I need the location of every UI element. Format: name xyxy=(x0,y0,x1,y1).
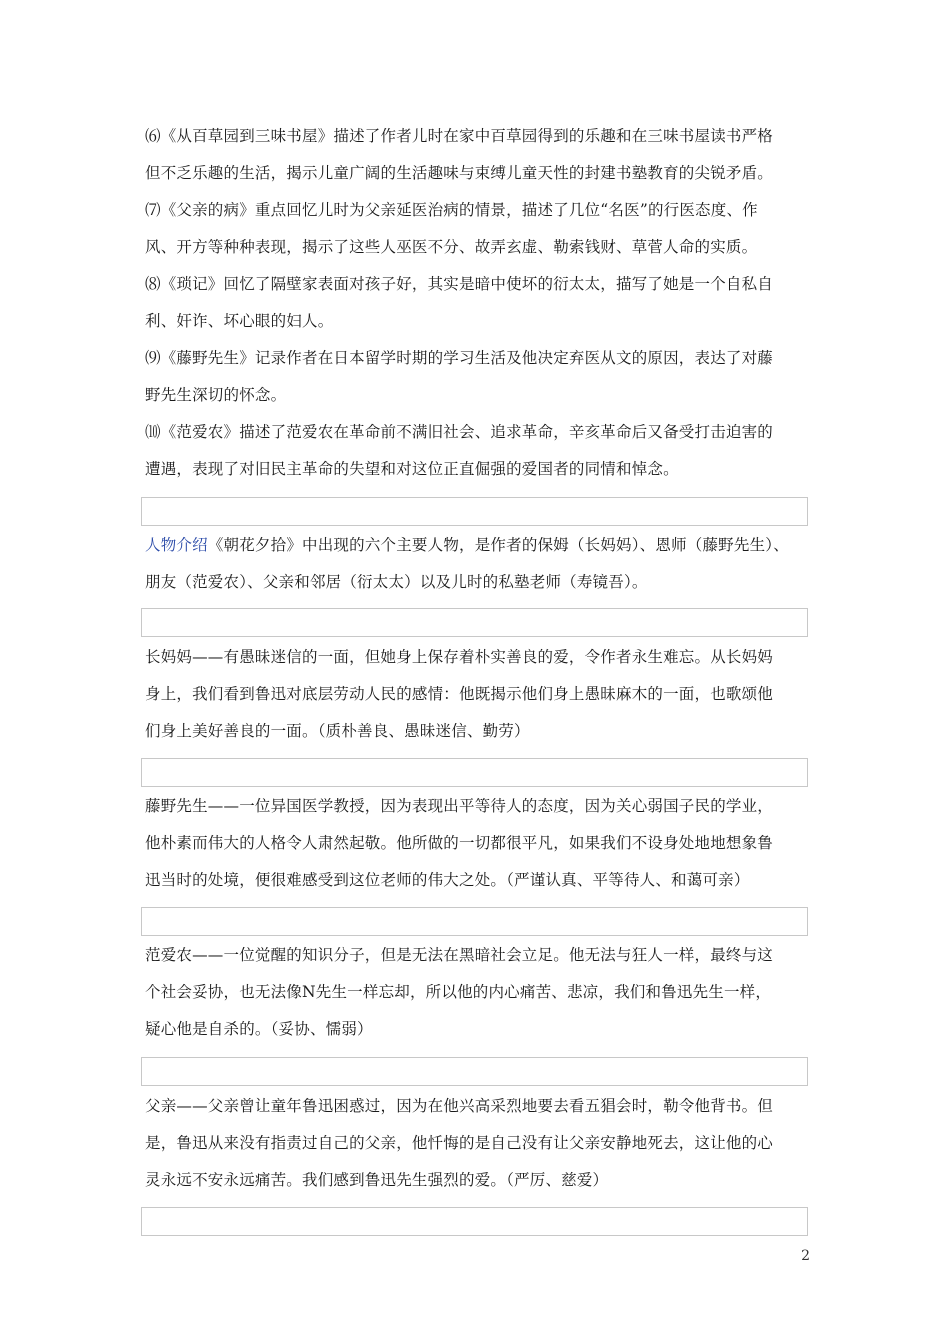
work-item-line: ⑼《藤野先生》记录作者在日本留学时期的学习生活及他决定弃医从文的原因，表达了对藤 xyxy=(145,349,774,367)
blank-box xyxy=(141,1057,808,1086)
works-summary xyxy=(145,118,810,488)
character-paragraph xyxy=(145,1088,810,1199)
work-item-line: ⑺《父亲的病》重点回忆儿时为父亲延医治病的情景，描述了几位“名医”的行医态度、作 xyxy=(145,201,758,219)
character-line: 迅当时的处境，便很难感受到这位老师的伟大之处。（严谨认真、平等待人、和蔼可亲） xyxy=(145,871,750,889)
page-number: 2 xyxy=(801,1248,810,1264)
intro-line: 朋友（范爱农）、父亲和邻居（衍太太）以及儿时的私塾老师（寿镜吾）。 xyxy=(145,573,648,591)
intro-label: 人物介绍 xyxy=(145,536,208,554)
work-item-line: ⑻《琐记》回忆了隔壁家表面对孩子好，其实是暗中使坏的衍太太，描写了她是一个自私自 xyxy=(145,275,774,293)
work-item-line: ⑹《从百草园到三味书屋》描述了作者儿时在家中百草园得到的乐趣和在三味书屋读书严格 xyxy=(145,127,774,145)
character-line: 范爱农——一位觉醒的知识分子，但是无法在黑暗社会立足。他无法与狂人一样，最终与这 xyxy=(145,946,774,964)
character-line: 长妈妈——有愚昧迷信的一面，但她身上保存着朴实善良的爱，令作者永生难忘。从长妈妈 xyxy=(145,648,774,666)
character-paragraph xyxy=(145,788,810,899)
blank-box xyxy=(141,1207,808,1236)
blank-box xyxy=(141,758,808,787)
character-line: 们身上美好善良的一面。（质朴善良、愚昧迷信、勤劳） xyxy=(145,722,530,740)
character-line: 身上，我们看到鲁迅对底层劳动人民的感情：他既揭示他们身上愚昧麻木的一面，也歌颂他 xyxy=(145,685,774,703)
blank-box xyxy=(141,608,808,637)
character-line: 疑心他是自杀的。（妥协、懦弱） xyxy=(145,1020,373,1038)
character-line: 藤野先生——一位异国医学教授，因为表现出平等待人的态度，因为关心弱国子民的学业， xyxy=(145,797,774,815)
work-item-line: 利、奸诈、坏心眼的妇人。 xyxy=(145,312,334,330)
blank-box xyxy=(141,907,808,936)
character-intro xyxy=(145,527,810,601)
work-item-line: 但不乏乐趣的生活，揭示儿童广阔的生活趣味与束缚儿童天性的封建书塾教育的尖锐矛盾。 xyxy=(145,164,774,182)
character-line: 灵永远不安永远痛苦。我们感到鲁迅先生强烈的爱。（严厉、慈爱） xyxy=(145,1171,609,1189)
character-paragraph xyxy=(145,937,810,1048)
character-line: 是，鲁迅从来没有指责过自己的父亲，他忏悔的是自己没有让父亲安静地死去，这让他的心 xyxy=(145,1134,774,1152)
blank-box xyxy=(141,497,808,526)
work-item-line: 遭遇，表现了对旧民主革命的失望和对这位正直倔强的爱国者的同情和悼念。 xyxy=(145,460,679,478)
work-item-line: 野先生深切的怀念。 xyxy=(145,386,287,404)
intro-line xyxy=(145,527,810,564)
work-item-line: 风、开方等种种表现，揭示了这些人巫医不分、故弄玄虚、勒索钱财、草菅人命的实质。 xyxy=(145,238,758,256)
character-paragraph xyxy=(145,639,810,750)
character-line: 个社会妥协，也无法像N先生一样忘却，所以他的内心痛苦、悲凉，我们和鲁迅先生一样， xyxy=(145,983,772,1001)
intro-text: 《朝花夕拾》中出现的六个主要人物，是作者的保姆（长妈妈）、恩师（藤野先生）、 xyxy=(207,536,789,554)
character-line: 他朴素而伟大的人格令人肃然起敬。他所做的一切都很平凡，如果我们不设身处地地想象鲁 xyxy=(145,834,774,852)
character-line: 父亲——父亲曾让童年鲁迅困惑过，因为在他兴高采烈地要去看五猖会时，勒令他背书。但 xyxy=(145,1097,774,1115)
work-item-line: ⑽《范爱农》描述了范爱农在革命前不满旧社会、追求革命，辛亥革命后又备受打击迫害的 xyxy=(145,423,774,441)
